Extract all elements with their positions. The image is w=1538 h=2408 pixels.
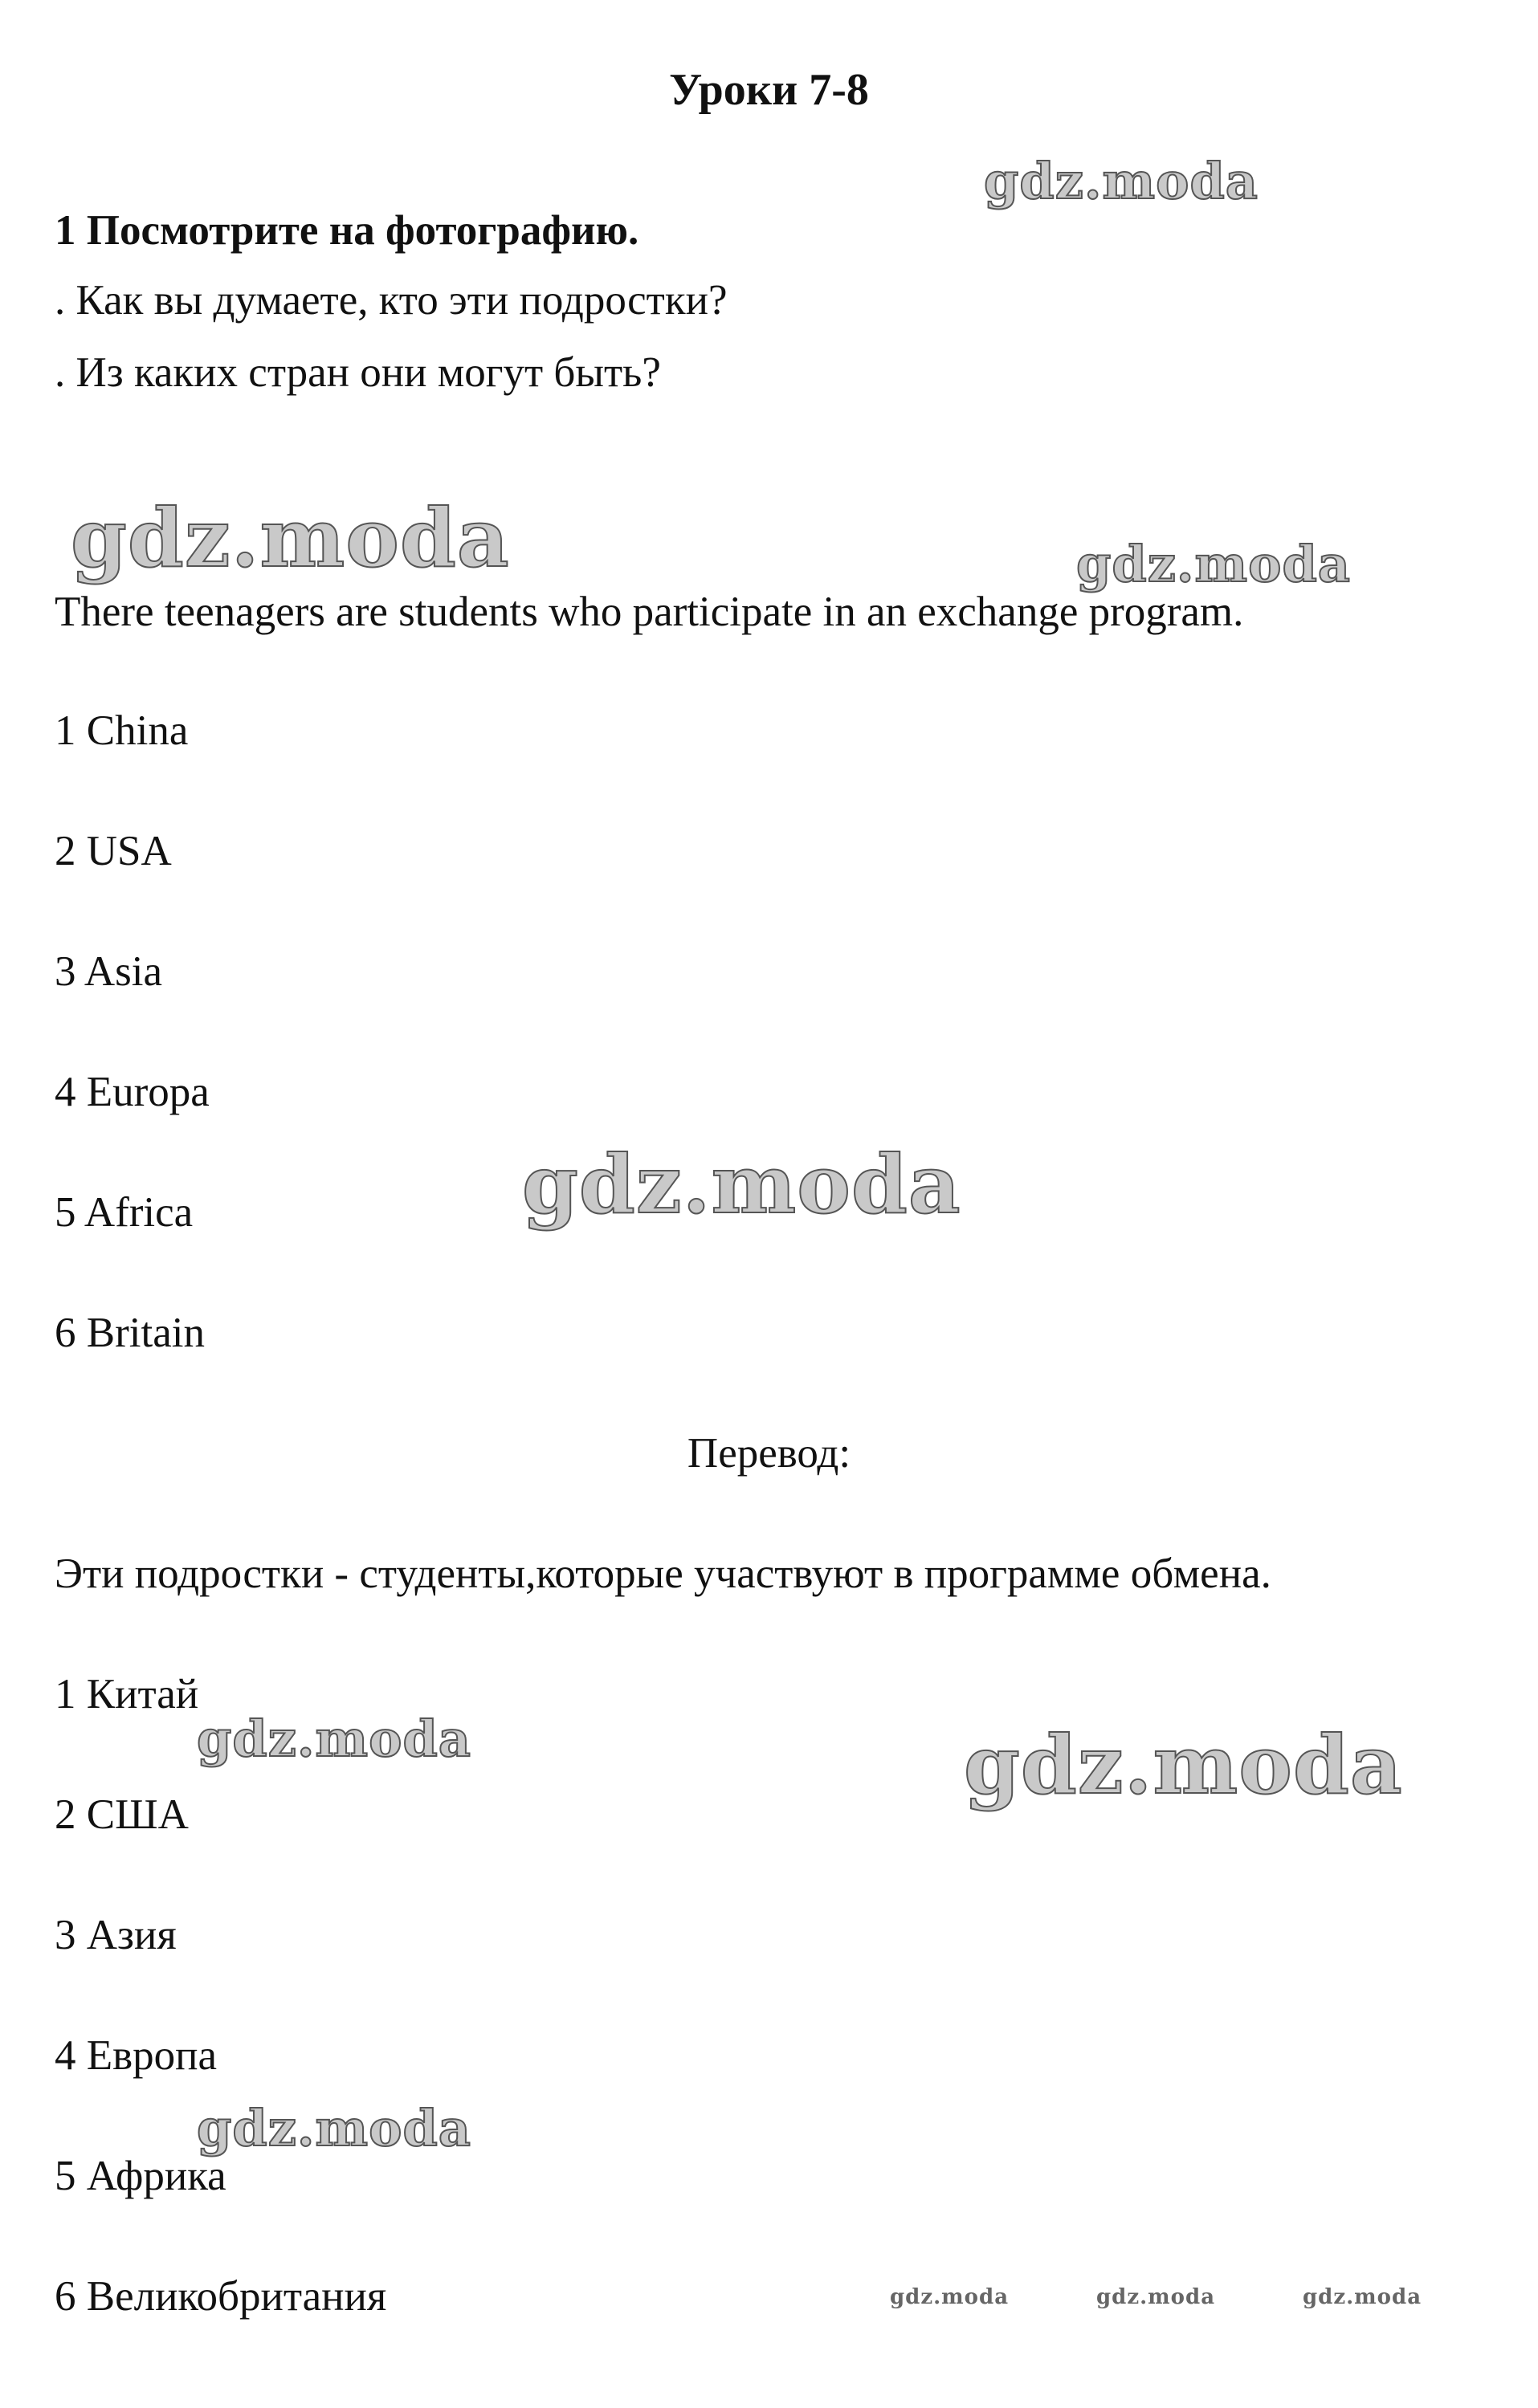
watermark: gdz.moda <box>71 491 510 585</box>
translation-item: 1 Китай <box>55 1671 199 1717</box>
answer-sentence: There teenagers are students who participate in an exchange program. <box>55 589 1244 635</box>
watermark: gdz.moda <box>197 1709 471 1768</box>
task-question-2: . Из каких стран они могут быть? <box>55 349 661 396</box>
translation-item: 2 США <box>55 1791 189 1838</box>
watermark: gdz.moda <box>522 1137 961 1232</box>
watermark: gdz.moda <box>1096 2285 1216 2309</box>
page-title: Уроки 7-8 <box>669 65 869 115</box>
translation-item: 5 Африка <box>55 2153 226 2199</box>
watermark: gdz.moda <box>1303 2285 1422 2309</box>
watermark: gdz.moda <box>197 2099 471 2157</box>
answer-item: 5 Africa <box>55 1189 194 1236</box>
task-heading: 1 Посмотрите на фотографию. <box>55 207 639 254</box>
answer-item: 4 Europa <box>55 1069 210 1115</box>
watermark: gdz.moda <box>1076 535 1351 593</box>
translation-label: Перевод: <box>687 1430 851 1477</box>
watermark: gdz.moda <box>890 2285 1010 2309</box>
translation-item: 6 Великобритания <box>55 2273 387 2320</box>
translation-item: 3 Азия <box>55 1912 177 1958</box>
answer-item: 1 China <box>55 707 189 754</box>
translation-sentence: Эти подростки - студенты,которые участвуют в программе обмена. <box>55 1550 1271 1597</box>
translation-item: 4 Европа <box>55 2032 218 2079</box>
answer-item: 2 USA <box>55 828 172 874</box>
watermark: gdz.moda <box>964 1717 1403 1812</box>
watermark: gdz.moda <box>984 152 1259 210</box>
answer-item: 3 Asia <box>55 948 162 995</box>
answer-item: 6 Britain <box>55 1310 205 1356</box>
task-question-1: . Как вы думаете, кто эти подростки? <box>55 277 728 324</box>
